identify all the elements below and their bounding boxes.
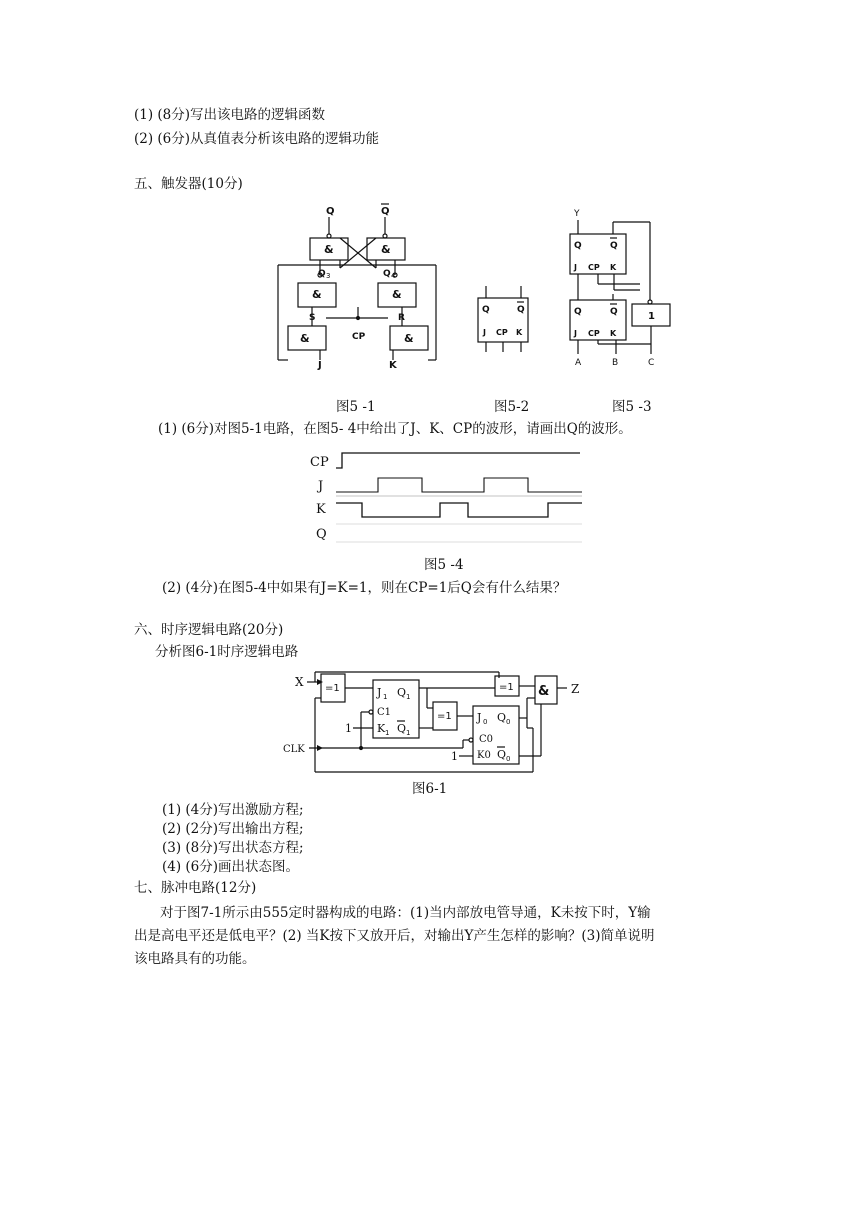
fig54-caption: 图5 -4 — [424, 557, 464, 573]
fig53-b-label: B — [612, 358, 619, 368]
fig51-q-label: Q — [326, 206, 335, 217]
fig51-k-label: K — [389, 360, 397, 371]
fig53-q-top: Q — [574, 241, 582, 251]
fig51-gate-5: & — [300, 332, 310, 345]
fig53-not-gate: 1 — [648, 311, 655, 322]
fig61-q0bar-sub: 0 — [506, 755, 511, 763]
fig53-y-label: Y — [574, 209, 580, 219]
fig51-gate-1: & — [324, 243, 334, 256]
fig61-c1: C1 — [377, 707, 392, 718]
figure-5-4 — [308, 448, 588, 548]
fig61-clk-label: CLK — [283, 744, 305, 755]
fig51-cp-label: CP — [352, 332, 366, 342]
fig52-qbar-label: Q — [517, 305, 525, 315]
fig61-q1bar-sub: 1 — [406, 729, 411, 737]
fig61-z-label: Z — [571, 682, 580, 696]
fig61-one-2: 1 — [451, 750, 458, 763]
fig61-c0: C0 — [479, 734, 494, 745]
fig61-caption: 图6-1 — [412, 781, 448, 797]
fig51-gate-3: & — [312, 288, 322, 301]
fig53-cp-bottom: CP — [588, 329, 600, 338]
section-7-paragraph-line-3: 该电路具有的功能。 — [134, 951, 256, 967]
fig54-q-label: Q — [316, 527, 327, 542]
fig51-q3-label: Q — [318, 269, 326, 279]
fig61-j0-sub: 0 — [483, 718, 488, 726]
fig53-qbar-top: Q — [610, 241, 618, 251]
section-7-paragraph-line-2: 出是高电平还是低电平？(2) 当K按下又放开后，对输出Y产生怎样的影响？(3)简单说明 — [134, 928, 655, 944]
fig53-k-bottom: K — [610, 329, 617, 338]
fig61-one-1: 1 — [345, 722, 352, 735]
question-5-1: (1) (6分)对图5-1电路，在图5- 4中给出了J、K、CP的波形，请画出Q的波形。 — [158, 421, 632, 437]
fig51-q3-sub: 3 — [326, 272, 331, 280]
fig61-and: & — [538, 684, 550, 699]
section-7-heading: 七、脉冲电路(12分) — [134, 880, 257, 896]
fig51-qbar-label: Q — [381, 206, 390, 217]
fig53-j-top: J — [574, 263, 577, 272]
section-6-intro: 分析图6-1时序逻辑电路 — [155, 644, 299, 660]
fig61-q1-sub: 1 — [406, 693, 411, 701]
fig52-j-label: J — [483, 328, 486, 337]
fig54-k-label: K — [316, 502, 326, 517]
fig53-a-label: A — [575, 358, 582, 368]
fig54-j-label: J — [318, 479, 324, 494]
question-6-4: (4) (6分)画出状态图。 — [162, 859, 300, 875]
k-waveform — [336, 503, 582, 517]
fig52-k-label: K — [516, 328, 523, 337]
fig61-q1: Q — [397, 686, 407, 699]
section-7-paragraph-line-1: 对于图7-1所示由555定时器构成的电路：(1)当内部放电管导通，K未按下时，Y输 — [160, 905, 651, 921]
fig51-gate-2: & — [381, 243, 391, 256]
cp-waveform — [336, 453, 580, 468]
fig51-q4-sub: 4 — [391, 272, 396, 280]
fig52-cp-label: CP — [496, 328, 508, 337]
fig51-q4-label: Q — [383, 269, 391, 279]
fig61-x-label: X — [295, 675, 304, 689]
fig51-gate-4: & — [392, 288, 402, 301]
fig53-caption: 图5 -3 — [612, 399, 652, 415]
fig61-xor-3: =1 — [499, 682, 514, 693]
fig61-k0: K0 — [477, 750, 491, 761]
fig61-j0: J — [477, 711, 482, 724]
fig51-s-label: S — [309, 313, 316, 323]
fig61-q1bar: Q — [397, 722, 407, 735]
fig51-r-label: R — [398, 313, 405, 323]
fig54-cp-label: CP — [310, 455, 329, 470]
fig53-c-label: C — [648, 358, 655, 368]
fig51-caption: 图5 -1 — [336, 399, 376, 415]
section-5-heading: 五、触发器(10分) — [134, 176, 243, 192]
fig53-k-top: K — [610, 263, 617, 272]
fig53-qbar-bottom: Q — [610, 307, 618, 317]
fig61-j1-sub: 1 — [383, 693, 388, 701]
figure-5-1 — [268, 200, 448, 380]
fig53-cp-top: CP — [588, 263, 600, 272]
fig52-q-label: Q — [482, 305, 490, 315]
fig51-j-label: J — [318, 360, 322, 371]
fig61-q0-sub: 0 — [506, 718, 511, 726]
fig61-xor-1: =1 — [325, 683, 340, 694]
fig61-j1: J — [377, 686, 382, 699]
question-6-2: (2) (2分)写出输出方程; — [162, 821, 304, 837]
fig61-xor-2: =1 — [437, 711, 452, 722]
fig53-q-bottom: Q — [574, 307, 582, 317]
question-5-2: (2) (4分)在图5-4中如果有J=K=1，则在CP=1后Q会有什么结果？ — [162, 580, 567, 596]
fig52-caption: 图5-2 — [494, 399, 530, 415]
fig51-gate-6: & — [404, 332, 414, 345]
fig61-q0: Q — [497, 711, 507, 724]
figure-6-1 — [283, 668, 583, 778]
section-6-heading: 六、时序逻辑电路(20分) — [134, 622, 284, 638]
figure-5-2 — [474, 284, 544, 354]
j-waveform — [336, 478, 582, 492]
fig53-j-bottom: J — [574, 329, 577, 338]
fig61-k1-sub: 1 — [385, 729, 390, 737]
fig61-k1: K — [377, 722, 386, 735]
question-4-1: (1) (8分)写出该电路的逻辑函数 — [134, 107, 326, 123]
question-4-2: (2) (6分)从真值表分析该电路的逻辑功能 — [134, 131, 380, 147]
fig61-q0bar: Q — [497, 748, 507, 761]
question-6-1: (1) (4分)写出激励方程; — [162, 802, 304, 818]
question-6-3: (3) (8分)写出状态方程; — [162, 840, 304, 856]
figure-5-3 — [568, 204, 678, 369]
